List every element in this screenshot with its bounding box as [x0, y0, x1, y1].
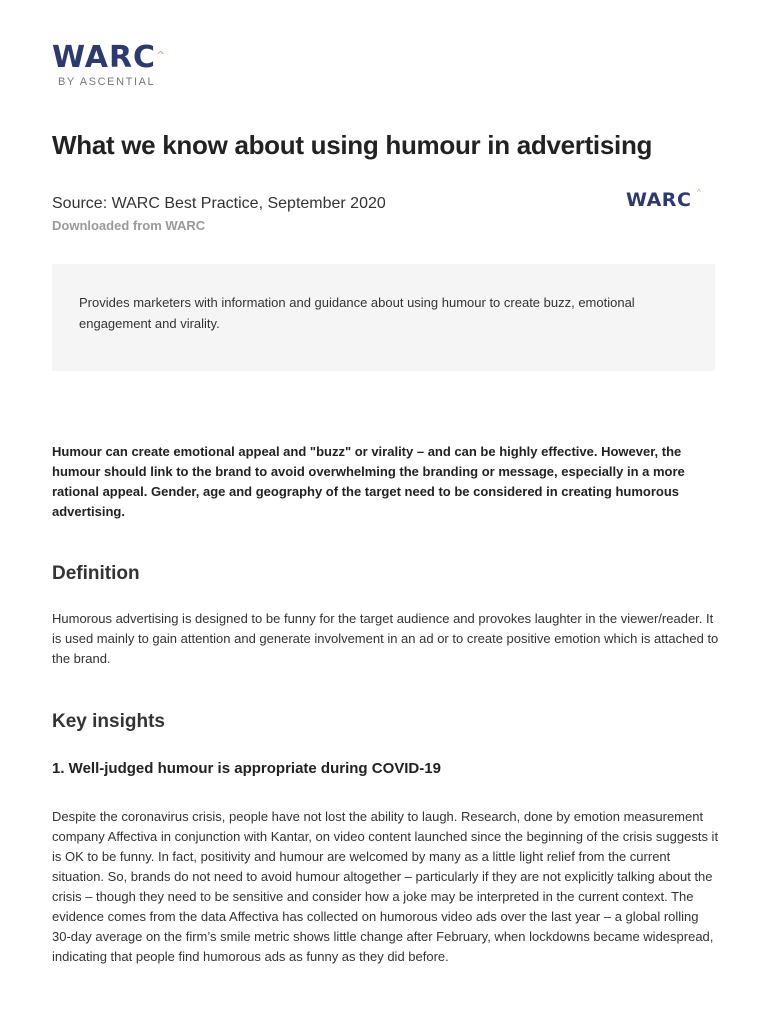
warc-logo-wordmark — [52, 40, 167, 75]
downloaded-line: Downloaded from WARC — [52, 218, 206, 233]
logo-tagline: BY ASCENTIAL — [58, 76, 156, 88]
key-insights-heading: Key insights — [52, 711, 165, 732]
page-title: What we know about using humour in advertising — [52, 130, 653, 160]
definition-heading: Definition — [52, 563, 140, 584]
insight-1-heading: 1. Well-judged humour is appropriate during COVID-19 — [52, 760, 441, 777]
caret-icon-small: ^ — [697, 188, 701, 197]
caret-icon: ^ — [156, 49, 167, 62]
definition-body: Humorous advertising is designed to be funny for the target audience and provokes laughter in the viewer/reader. It is used mainly to gain attention and generate involvement in an ad or to create positive emotion which is attached to the brand. — [52, 611, 719, 666]
warc-logo-text: WARC — [52, 40, 157, 75]
summary-box — [52, 264, 715, 371]
warc-logo-small: WARC — [626, 189, 692, 211]
insight-1-body: Despite the coronavirus crisis, people have not lost the ability to laugh. Research, done by emotion measurement company Affectiva in conjunction with Kantar, on video content launched since the beginning of the crisis suggests it is OK to be funny. In fact, positivity and humour are welcomed by many as a little light relief from the current situation. So, brands do not need to avoid humour altogether – particularly if they are not explicitly talking about the crisis – though they need to be sensitive and consider how a joke may be interpreted in the current context. The evidence comes from the data Affectiva has collected on humorous video ads over the last year – a global rolling 30-day average on the firm’s smile metric shows little change after February, when lockdowns became widespread, indicating that people find humorous ads as funny as they did before. — [52, 809, 719, 964]
summary-text: Provides marketers with information and guidance about using humour to create buzz, emotional engagement and virality. — [79, 295, 635, 331]
source-line: Source: WARC Best Practice, September 2020 — [52, 195, 386, 212]
warc-logo — [52, 40, 167, 88]
lead-paragraph: Humour can create emotional appeal and "buzz" or virality – and can be highly effective. However, the humour should link to the brand to avoid overwhelming the branding or message, especially in a more rational appeal. Gender, age and geography of the target need to be considered in creating humorous advertising. — [52, 444, 685, 519]
